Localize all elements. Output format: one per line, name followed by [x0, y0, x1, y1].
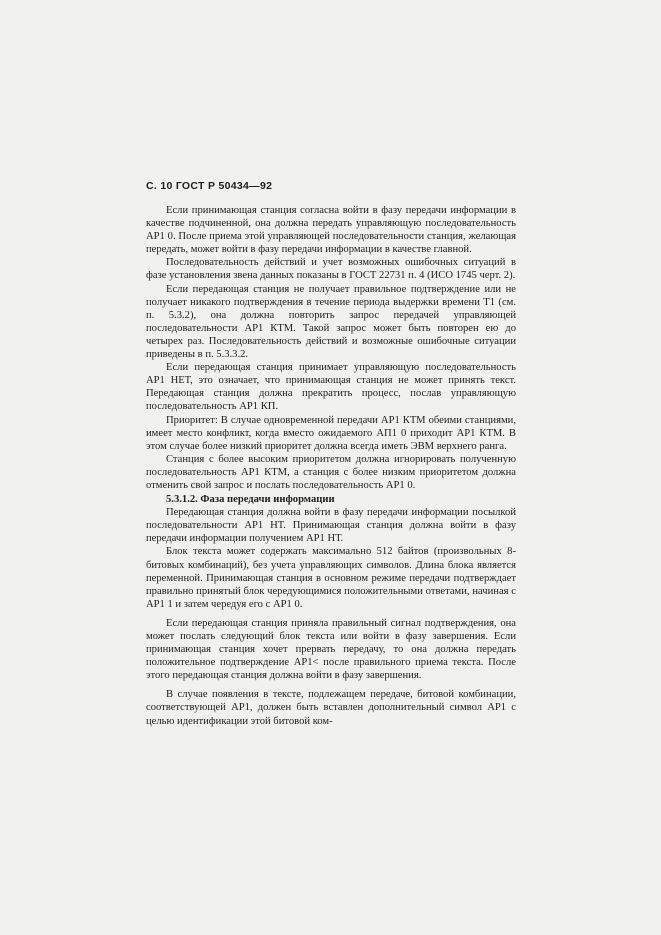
paragraph: Если передающая станция не получает правильное подтверждение или не получает никакого подтверждения в течение периода выдержки времени Т1 (см. п. 5.3.2), она должна повторить запрос передачей управляющей последовательности АР1 КТМ. Такой запрос может быть повторен ею до четырех раз. Последовательность действий и возможные ошибочные ситуации приведены в п. 5.3.3.2. — [146, 283, 516, 361]
paragraph: Передающая станция должна войти в фазу передачи информации посылкой последовательности АР1 НТ. Принимающая станция должна войти в фазу передачи информации получением АР1 НТ. — [146, 507, 516, 545]
document-body — [146, 204, 516, 728]
paragraph: Станция с более высоким приоритетом должна игнорировать полученную последовательность АР1 КТМ, а станция с более низким приоритетом должна отменить свой запрос и послать последовательность АР1 0. — [146, 453, 516, 491]
paragraph: Если принимающая станция согласна войти в фазу передачи информации в качестве подчиненной, она должна передать управляющую последовательность АР1 0. После приема этой управляющей последовательности станция, желающая передать, может войти в фазу передачи информации в качестве главной. — [146, 205, 516, 256]
paragraph: В случае появления в тексте, подлежащем передаче, битовой комбинации, соответствующей АР1, должен быть вставлен дополнительный символ АР1 с целью идентификации этой битовой ком- — [146, 689, 516, 727]
paragraph: Если передающая станция приняла правильный сигнал подтверждения, она может послать следующий блок текста или войти в фазу завершения. Если принимающая станция хочет прервать передачу, то она должна передать положительное подтверждение АР1< после правильного приема текста. После этого передающая станция должна войти в фазу завершения. — [146, 617, 516, 682]
paragraph: Блок текста может содержать максимально 512 байтов (произвольных 8-битовых комбинаций), без учета управляющих символов. Длина блока является переменной. Принимающая станция в основном режиме передачи подтверждает правильно принятый блок чередующимися положительными ответами, начиная с АР1 1 и затем чередуя его с АР1 0. — [146, 546, 516, 610]
page-header: С. 10 ГОСТ Р 50434—92 — [146, 180, 273, 192]
paragraph: Приоритет: В случае одновременной передачи АР1 КТМ обеими станциями, имеет место конфликт, когда вместо ожидаемого АП1 0 приходит АР1 КТМ. В этом случае более низкий приоритет должна всегда иметь ЭВМ верхнего ранга. — [146, 414, 516, 452]
paragraph: Последовательность действий и учет возможных ошибочных ситуаций в фазе установления звена данных показаны в ГОСТ 22731 п. 4 (ИСО 1745 черт. 2). — [146, 257, 516, 282]
section-heading: 5.3.1.2. Фаза передачи информации — [166, 494, 335, 506]
paragraph: Если передающая станция принимает управляющую последовательность АР1 НЕТ, это означает, что принимающая станция не может принять текст. Передающая станция должна прекратить процесс, послав управляющую последовательность АР1 КП. — [146, 362, 516, 413]
